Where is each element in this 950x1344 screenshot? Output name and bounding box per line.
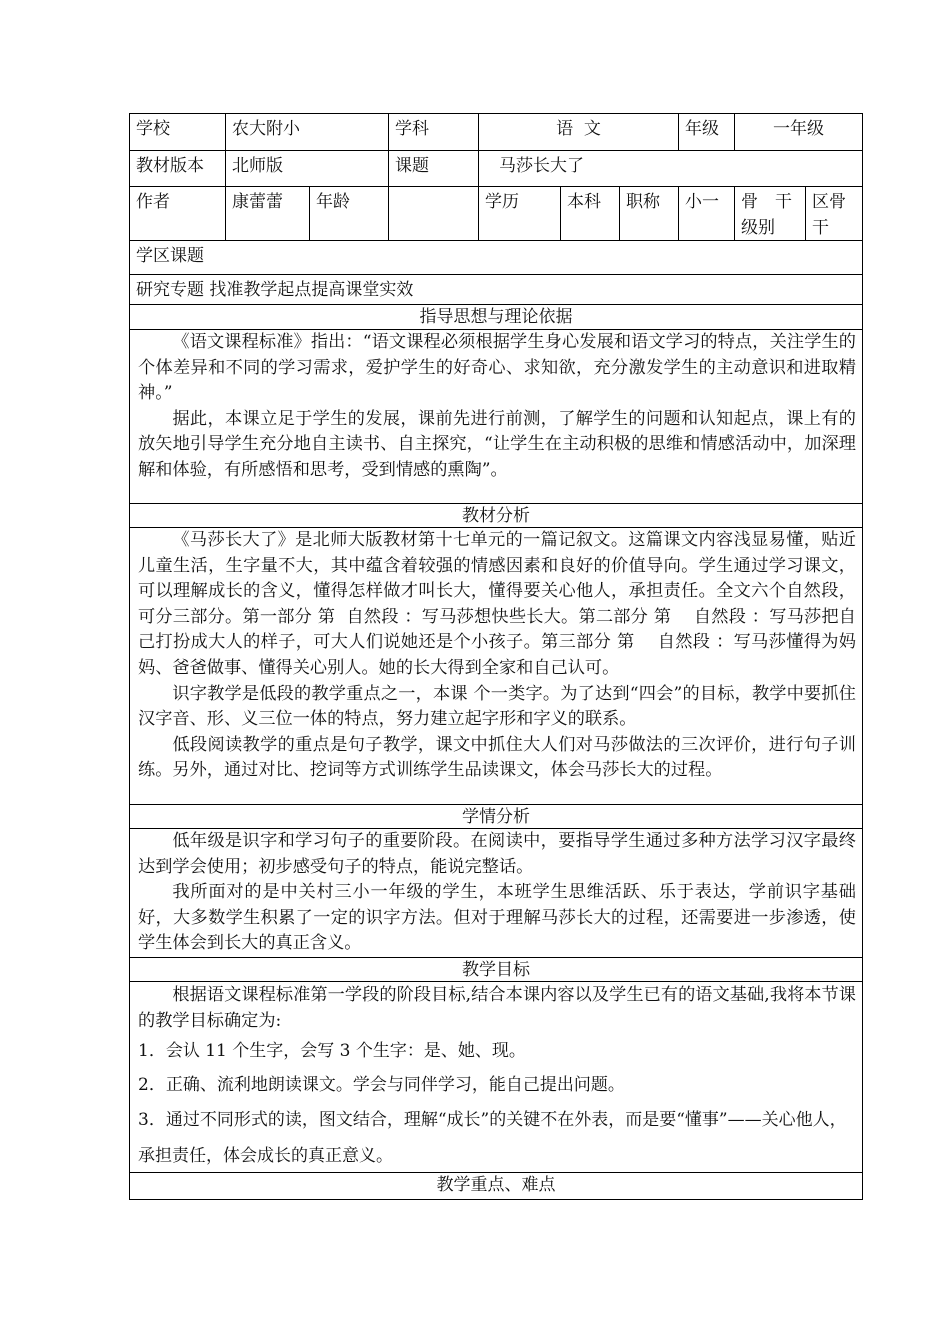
backbone-value: 区骨干 [805,187,862,240]
key-points-heading: 教学重点、难点 [436,1175,556,1195]
students-paragraph: 我所面对的是中关村三小一年级的学生，本班学生思维活跃、乐于表达，学前识字基础好，大多数学生积累了一定的识字方法。但对于理解马莎长大的过程，还需要进一步渗透，使学生体会到长大的真正含义。 [138,882,856,954]
goals-heading: 教学目标 [462,960,530,980]
material-paragraph: 《马莎长大了》是北师大版教材第十七单元的一篇记叙文。这篇课文内容浅显易懂，贴近儿童生活，生字量不大，其中蕴含着较强的情感因素和良好的价值导向。学生通过学习课文，可以理解成长的含义，懂得怎样做才叫长大，懂得要关心他人，承担责任。全文六个自然段，可分三部分。第一部分 第 自然段 ：写马莎想快些长大。第二部分 第 自然段 ：写马莎把自己打扮成大人的样子，可大人们说她还是个小孩子。第三部分 第 自然段 ：写马莎懂得为妈妈、爸爸做事、懂得关心别人。她的长大得到全家和自己认可。 [138,530,856,678]
age-label: 年龄 [309,187,388,240]
grade-value: 一年级 [734,114,862,150]
author-value: 康蕾蕾 [225,187,309,240]
age-value [388,187,478,240]
guiding-heading: 指导思想与理论依据 [419,307,573,327]
backbone-label: 骨 干级别 [734,187,805,240]
education-label: 学历 [478,187,560,240]
topic-label: 课题 [388,151,478,186]
education-value: 本科 [560,187,619,240]
edition-value: 北师版 [225,151,388,186]
title-value: 小一 [678,187,734,240]
info-row-school [129,113,863,151]
goals-content [129,982,863,1173]
info-row-edition [129,151,863,187]
guiding-content [129,330,863,504]
district-topic-row [129,241,863,275]
guiding-paragraph: 《语文课程标准》指出：“语文课程必须根据学生身心发展和语文学习的特点，关注学生的个体差异和不同的学习需求，爱护学生的好奇心、求知欲，充分激发学生的主动意识和进取精神。” [138,332,856,404]
lesson-plan-table [129,113,863,1200]
goal-item: 3．通过不同形式的读，图文结合，理解“成长”的关键不在外表，而是要“懂事”——关心他人，承担责任，体会成长的真正意义。 [138,1110,847,1167]
students-content [129,829,863,958]
school-value: 农大附小 [225,114,388,150]
material-paragraph: 识字教学是低段的教学重点之一，本课 个一类字。为了达到“四会”的目标，教学中要抓住汉字音、形、义三位一体的特点，努力建立起字形和字义的联系。 [138,683,856,730]
title-label: 职称 [619,187,678,240]
students-heading-row [129,805,863,829]
research-topic: 研究专题 找准教学起点提高课堂实效 [136,280,414,300]
district-topic: 学区课题 [136,246,204,266]
material-content [129,528,863,805]
key-points-heading-row [129,1173,863,1200]
grade-label: 年级 [678,114,734,150]
edition-label: 教材版本 [136,156,204,176]
goal-item: 1．会认 11 个生字，会写 3 个生字：是、她、现。 [138,1041,526,1062]
goals-intro: 根据语文课程标准第一学段的阶段目标,结合本课内容以及学生已有的语文基础,我将本节课的教学目标确定为: [138,985,856,1031]
students-heading: 学情分析 [462,807,530,827]
research-topic-row [129,275,863,305]
subject-value: 语 文 [478,114,678,150]
author-label: 作者 [136,192,170,212]
students-paragraph: 低年级是识字和学习句子的重要阶段。在阅读中，要指导学生通过多种方法学习汉字最终达到学会使用；初步感受句子的特点，能说完整话。 [138,831,856,877]
info-row-author [129,187,863,241]
school-label: 学校 [136,119,170,139]
guiding-heading-row [129,305,863,330]
subject-label: 学科 [388,114,478,150]
goals-heading-row [129,958,863,982]
material-paragraph: 低段阅读教学的重点是句子教学，课文中抓住大人们对马莎做法的三次评价，进行句子训练。另外，通过对比、挖词等方式训练学生品读课文，体会马莎长大的过程。 [138,734,856,781]
material-heading-row [129,504,863,528]
goal-item: 2．正确、流利地朗读课文。学会与同伴学习，能自己提出问题。 [138,1075,625,1096]
guiding-paragraph: 据此，本课立足于学生的发展，课前先进行前测，了解学生的问题和认知起点，课上有的放矢地引导学生充分地自主读书、自主探究，“让学生在主动积极的思维和情感活动中，加深理解和体验，有所感悟和思考，受到情感的熏陶”。 [138,408,856,480]
material-heading: 教材分析 [462,506,530,526]
topic-value: 马莎长大了 [478,151,862,186]
